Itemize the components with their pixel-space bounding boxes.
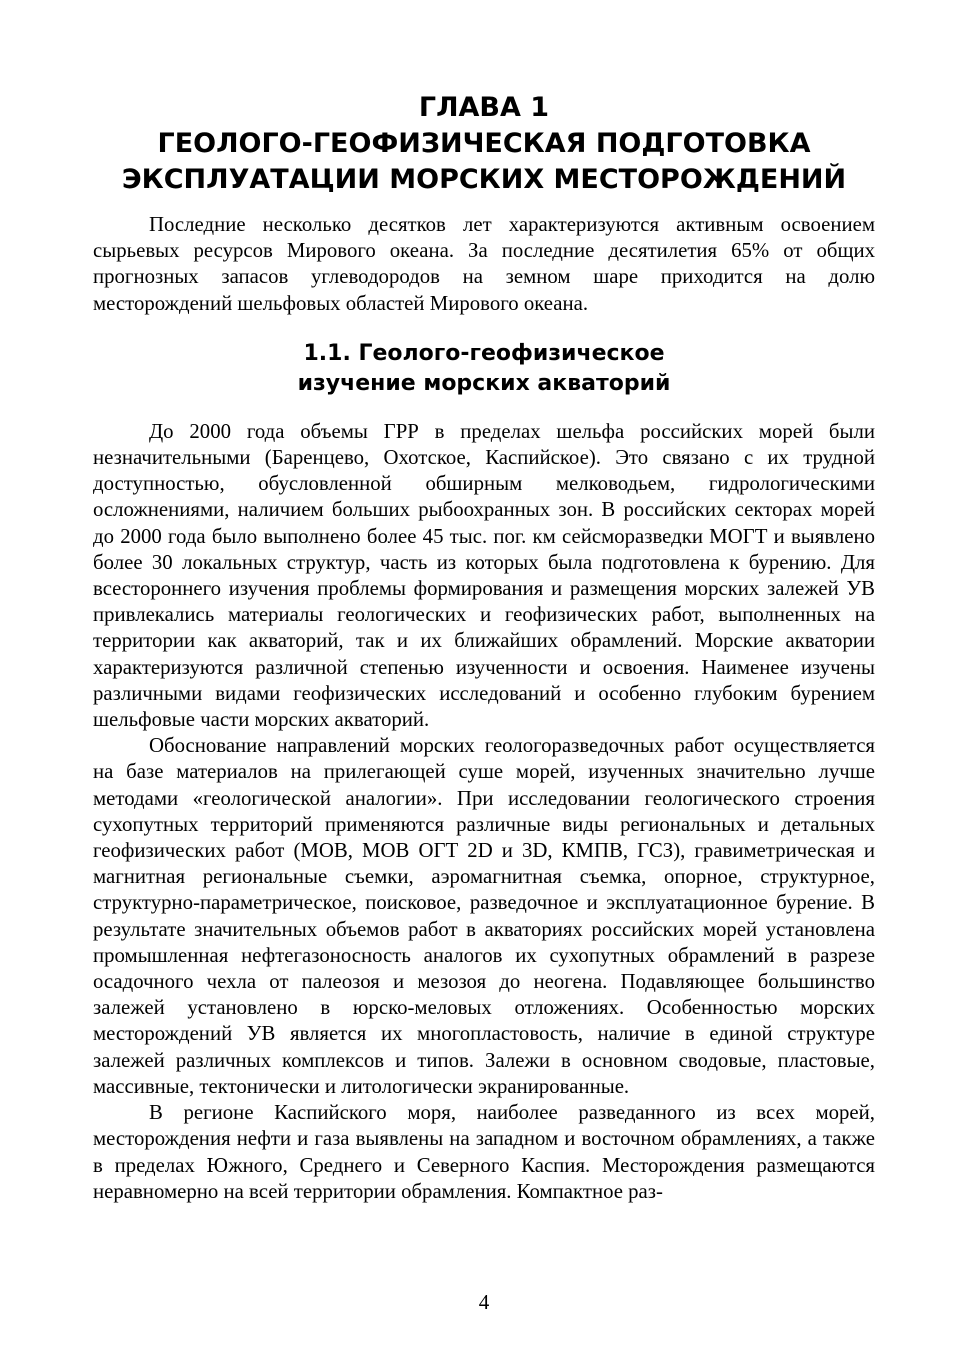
chapter-label: ГЛАВА 1 — [418, 92, 550, 123]
intro-paragraph: Последние несколько десятков лет характеризуются активным освоением сырьевых ресурсов Мирового океана. За последние десятилетия 65% от общих прогнозных запасов углеводородов на земном шаре приходится на долю месторождений шельфовых областей Мирового океана. — [93, 213, 875, 315]
body-paragraph-3: В регионе Каспийского моря, наиболее разведанного из всех морей, месторождения нефти и газа выявлены на западном и восточном обрамлениях, а также в пределах Южного, Среднего и Северного Каспия. Месторождения размещаются неравномерно на всей территории обрамления. Компактное раз- — [93, 1101, 875, 1203]
body-paragraph-2: Обоснование направлений морских геологоразведочных работ осуществляется на базе материалов на прилегающей суше морей, изученных значительно лучше методами «геологической аналогии». При исследовании геологического строения сухопутных территорий применяются различные виды региональных и детальных геофизических работ (МОВ, МОВ ОГТ 2D и 3D, КМПВ, ГСЗ), гравиметрическая и магнитная региональные съемки, аэромагнитная съемка, опорное, структурное, структурно-параметрическое, поисковое, разведочное и эксплуатационное бурение. В результате значительных объемов работ в акваториях российских морей установлена промышленная нефтегазоносность аналогов их сухопутных обрамлений в разрезе осадочного чехла от палеозоя и мезозоя до неогена. Подавляющее большинство залежей установлено в юрско-меловых отложениях. Особенностью морских месторождений УВ является их многопластовость, наличие в единой структуре залежей различных комплексов и типов. Залежи в основном сводовые, пластовые, массивные, тектонически и литологически экранированные. — [93, 734, 875, 1098]
body-paragraph-1: До 2000 года объемы ГРР в пределах шельфа российских морей были незначительными (Баренцево, Охотское, Каспийское). Это связано с их трудной доступностью, обусловленной обширным мелководьем, гидрологическими осложнениями, наличием больших рыбоохранных зон. В российских секторах морей до 2000 года было выполнено более 45 тыс. пог. км сейсморазведки МОГТ и выявлено более 30 локальных структур, часть из которых была подготовлена к бурению. Для всестороннего изучения проблемы формирования и размещения морских залежей УВ привлекались материалы геологических и геофизических работ, выполненных на территории как акваторий, так и их ближайших обрамлений. Морские акватории характеризуются различной степенью изученности и освоения. Наименее изучены различными видами геофизических исследований и особенно глубоким бурением шельфовые части морских акваторий. — [93, 419, 875, 732]
chapter-title-line-2: ЭКСПЛУАТАЦИИ МОРСКИХ МЕСТОРОЖДЕНИЙ — [121, 164, 847, 195]
section-heading — [93, 339, 875, 399]
chapter-title-line-1: ГЕОЛОГО-ГЕОФИЗИЧЕСКАЯ ПОДГОТОВКА — [157, 128, 811, 159]
page-content — [93, 90, 875, 1205]
chapter-heading — [93, 90, 875, 198]
section-title-line-1: 1.1. Геолого-геофизическое — [303, 340, 665, 366]
section-title-line-2: изучение морских акваторий — [297, 370, 671, 396]
page-number: 4 — [478, 1290, 490, 1314]
